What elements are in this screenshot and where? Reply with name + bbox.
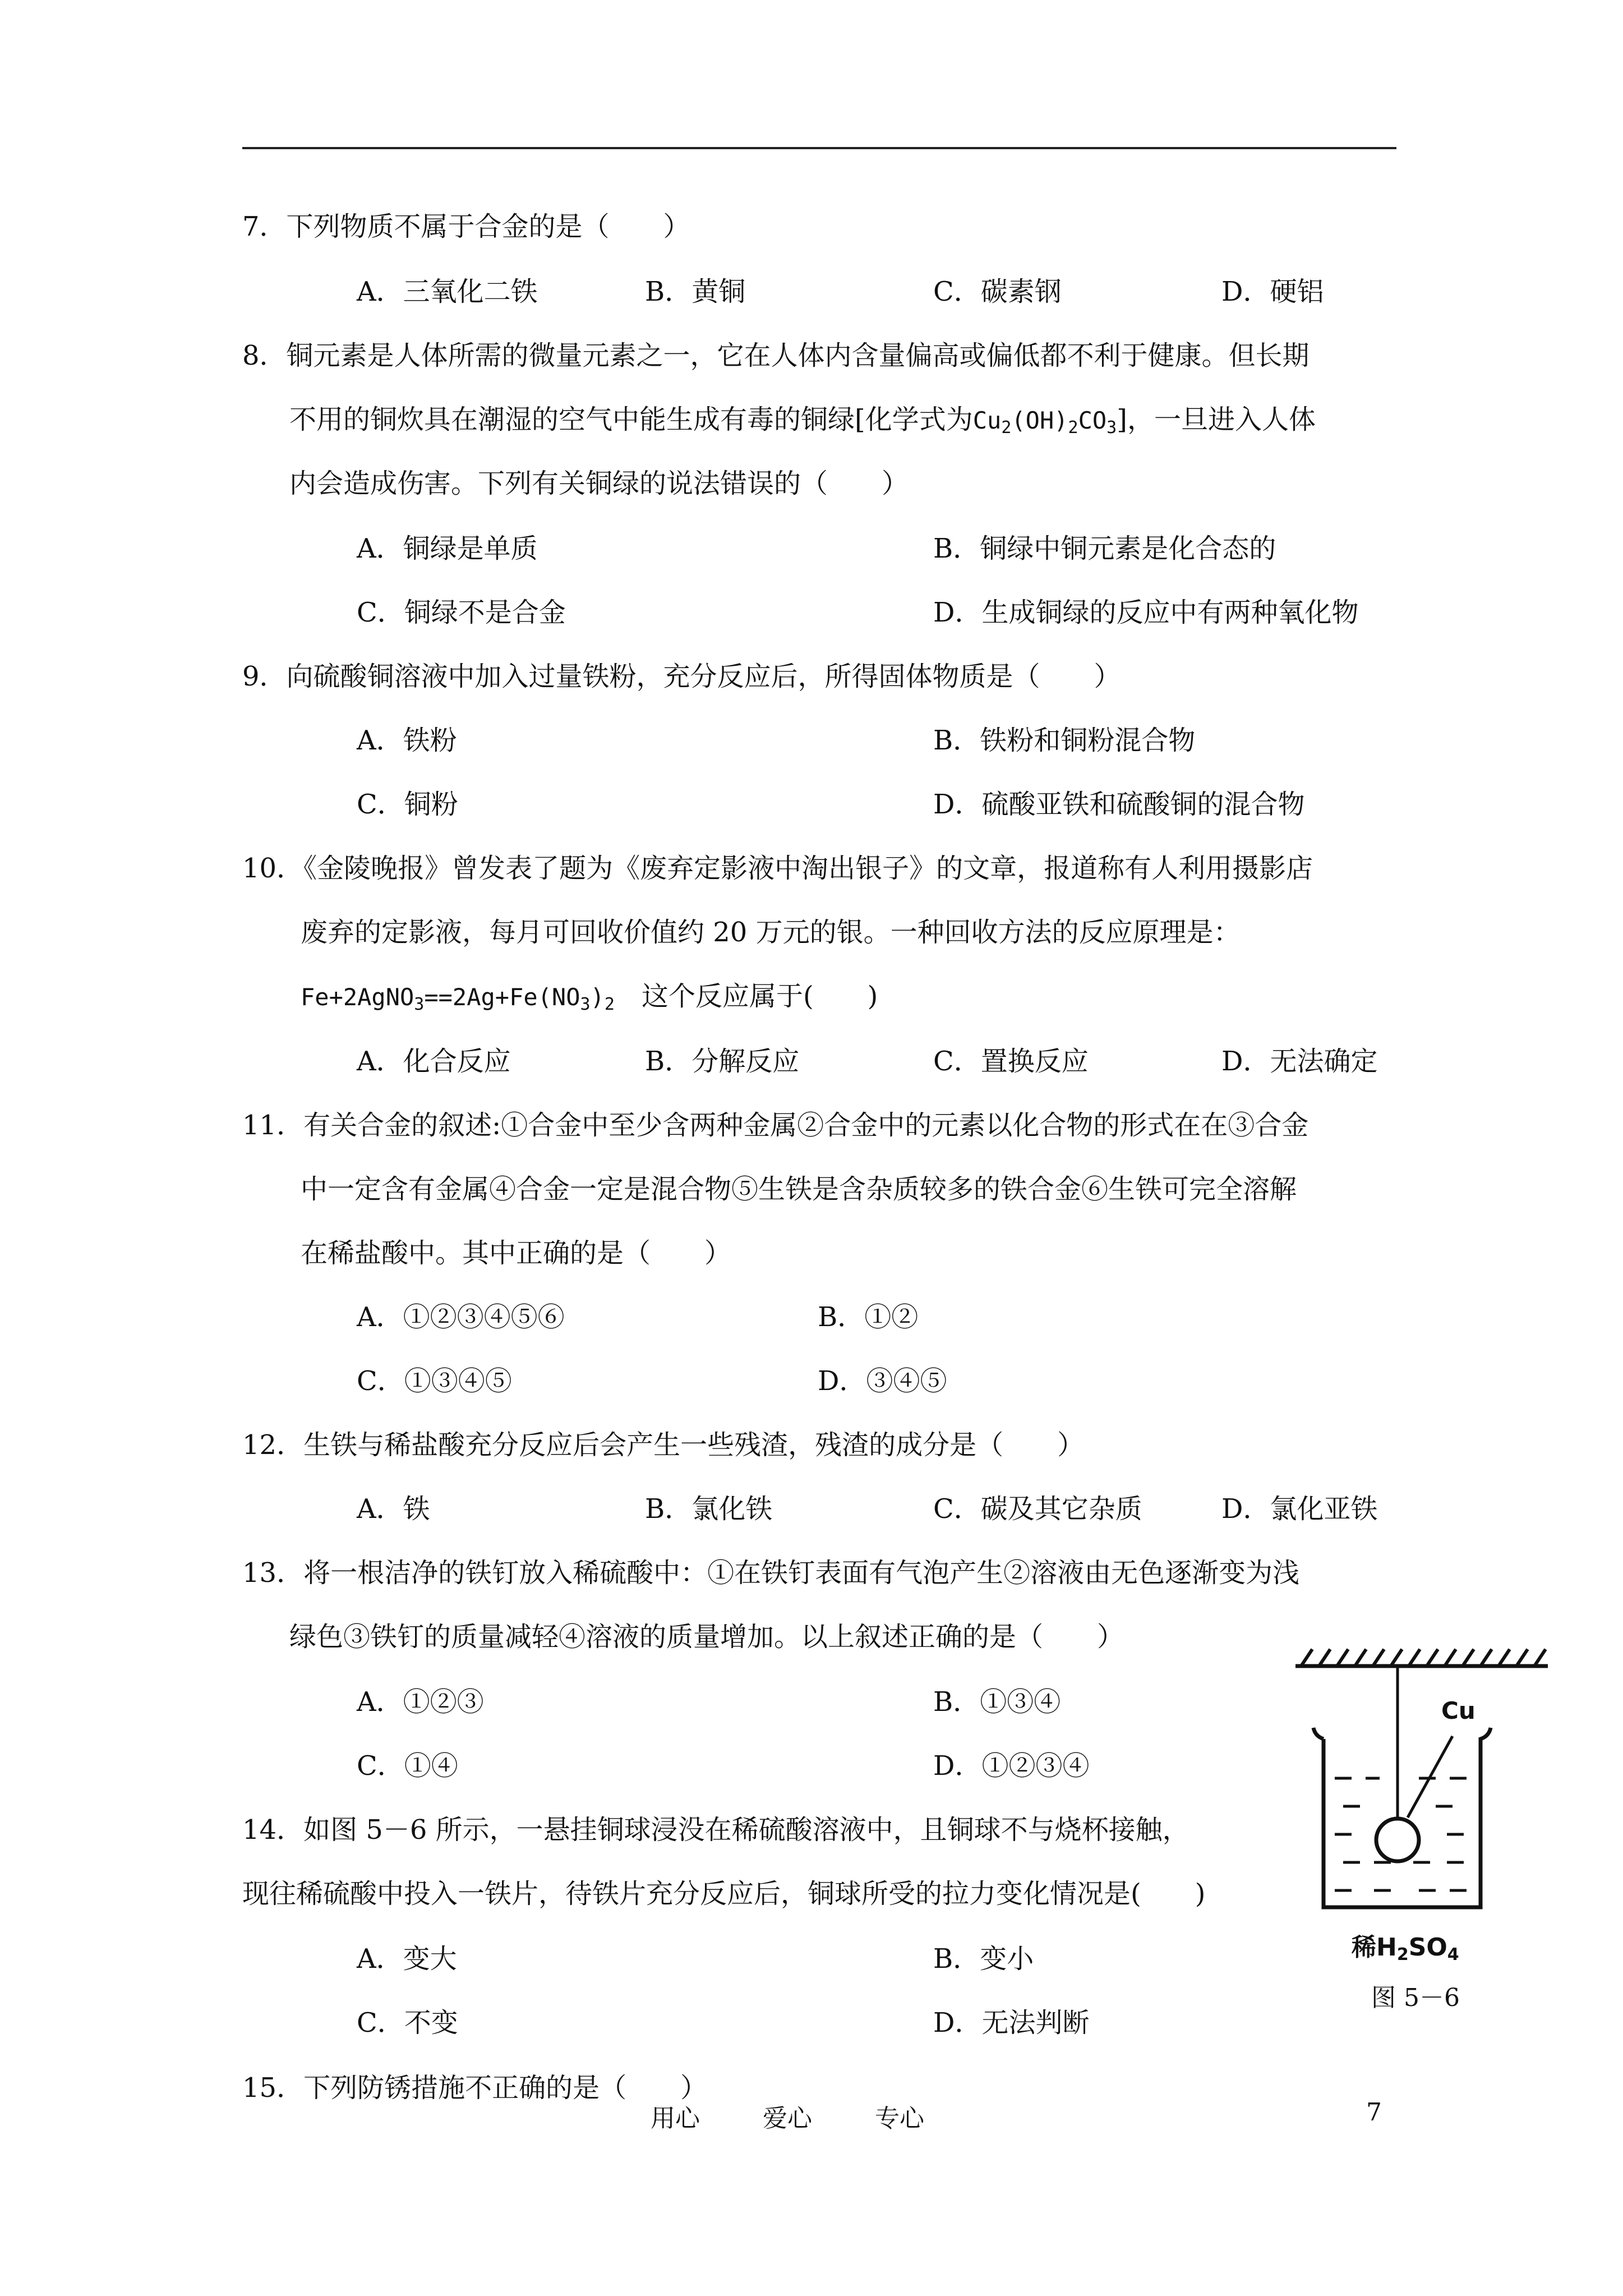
- question-12-stem: 12．生铁与稀盐酸充分反应后会产生一些残渣，残渣的成分是（ ）: [242, 1429, 1085, 1461]
- footer-middle-text: 爱心: [763, 2104, 812, 2133]
- question-13-line-1: 13．将一根洁净的铁钉放入稀硫酸中：①在铁钉表面有气泡产生②溶液由无色逐渐变为浅: [242, 1557, 1300, 1589]
- silver-recovery-equation: [301, 983, 615, 1014]
- header-rule: [242, 147, 1396, 149]
- q8-option-c: C．铜绿不是合金: [357, 597, 566, 628]
- equation-part: ): [590, 983, 605, 1011]
- equation-part: Fe+2AgNO: [301, 983, 414, 1011]
- question-15-stem: 15．下列防锈措施不正确的是（ ）: [242, 2072, 708, 2104]
- question-10-equation-line: [301, 978, 878, 1015]
- q14-option-b: B．变小: [933, 1943, 1034, 1975]
- q7-option-a: A．三氧化二铁: [357, 276, 538, 307]
- question-7-stem: 7．下列物质不属于合金的是（ ）: [242, 211, 690, 242]
- q10-equation-tail: 这个反应属于( ): [614, 981, 878, 1012]
- question-8-line-2: [289, 402, 1316, 439]
- question-14-line-1: 14．如图 5－6 所示，一悬挂铜球浸没在稀硫酸溶液中，且铜球不与烧杯接触，: [242, 1814, 1189, 1846]
- acid-subscript: 4: [1447, 1945, 1459, 1964]
- acid-subscript: 2: [1396, 1945, 1409, 1964]
- q8-option-b: B．铜绿中铜元素是化合态的: [933, 533, 1276, 564]
- figure-5-6: [1290, 1593, 1559, 2042]
- q11-option-a: A．①②③④⑤⑥: [357, 1301, 565, 1333]
- acid-formula-part: SO: [1408, 1933, 1447, 1962]
- question-11-line-2: 中一定含有金属④合金一定是混合物⑤生铁是含杂质较多的铁合金⑥生铁可完全溶解: [301, 1174, 1297, 1205]
- q11-option-c: C．①③④⑤: [357, 1365, 512, 1397]
- q12-option-b: B．氯化铁: [645, 1493, 773, 1525]
- q7-option-d: D．硬铝: [1221, 276, 1324, 307]
- equation-subscript: 3: [414, 995, 425, 1014]
- q14-option-a: A．变大: [357, 1943, 457, 1975]
- question-8-line-3: 内会造成伤害。下列有关铜绿的说法错误的（ ）: [289, 468, 909, 499]
- q9-option-d: D．硫酸亚铁和硫酸铜的混合物: [933, 789, 1305, 820]
- q7-option-c: C．碳素钢: [933, 276, 1062, 307]
- q8-option-a: A．铜绿是单质: [357, 533, 538, 564]
- q10-option-b: B．分解反应: [645, 1046, 800, 1077]
- page-number: 7: [1366, 2098, 1382, 2127]
- copper-carbonate-formula: [972, 407, 1117, 438]
- question-9-stem: 9．向硫酸铜溶液中加入过量铁粉，充分反应后，所得固体物质是（ ）: [242, 661, 1121, 692]
- question-11-line-1: 11．有关合金的叙述:①合金中至少含两种金属②合金中的元素以化合物的形式在在③合金: [242, 1110, 1309, 1141]
- q12-option-d: D．氯化亚铁: [1221, 1493, 1378, 1525]
- q8-line-2-tail: ]，一旦进入人体: [1117, 404, 1316, 435]
- q9-option-b: B．铁粉和铜粉混合物: [933, 725, 1196, 756]
- copper-label: Cu: [1441, 1697, 1476, 1724]
- q13-option-a: A．①②③: [357, 1686, 484, 1718]
- formula-part: Cu: [972, 407, 1002, 434]
- equation-part: ==2Ag+Fe(NO: [424, 983, 580, 1011]
- question-10-line-1: 10．《金陵晚报》曾发表了题为《废弃定影液中淘出银子》的文章，报道称有人利用摄影店: [242, 853, 1313, 884]
- footer-left-text: 用心: [651, 2104, 700, 2133]
- figure-caption: 图 5－6: [1371, 1984, 1460, 2012]
- acid-formula-part: H: [1376, 1933, 1397, 1962]
- question-11-line-3: 在稀盐酸中。其中正确的是（ ）: [301, 1237, 732, 1269]
- q9-option-a: A．铁粉: [357, 725, 457, 756]
- q10-option-d: D．无法确定: [1221, 1046, 1378, 1077]
- acid-prefix: 稀: [1352, 1933, 1376, 1962]
- q13-option-b: B．①③④: [933, 1686, 1061, 1718]
- formula-subscript: 2: [1001, 418, 1012, 438]
- question-10-line-2: 废弃的定影液，每月可回收价值约 20 万元的银。一种回收方法的反应原理是：: [301, 917, 1241, 948]
- formula-part: CO: [1078, 407, 1107, 434]
- q13-option-c: C．①④: [357, 1750, 458, 1782]
- question-14-line-2: 现往稀硫酸中投入一铁片，待铁片充分反应后，铜球所受的拉力变化情况是( ): [242, 1878, 1206, 1910]
- q8-line-2-text: 不用的铜炊具在潮湿的空气中能生成有毒的铜绿[化学式为: [289, 404, 973, 435]
- q14-option-c: C．不变: [357, 2007, 458, 2039]
- formula-subscript: 2: [1068, 418, 1078, 438]
- q10-option-a: A．化合反应: [357, 1046, 511, 1077]
- q11-option-b: B．①②: [818, 1301, 919, 1333]
- q8-option-d: D．生成铜绿的反应中有两种氧化物: [933, 597, 1359, 628]
- equation-subscript: 2: [604, 995, 615, 1014]
- question-13-line-2: 绿色③铁钉的质量减轻④溶液的质量增加。以上叙述正确的是（ ）: [289, 1621, 1124, 1653]
- q12-option-a: A．铁: [357, 1493, 430, 1525]
- q12-option-c: C．碳及其它杂质: [933, 1493, 1142, 1525]
- formula-part: (OH): [1011, 407, 1068, 434]
- q7-option-b: B．黄铜: [645, 276, 746, 307]
- formula-subscript: 3: [1106, 418, 1117, 438]
- equation-subscript: 3: [580, 995, 591, 1014]
- q14-option-d: D．无法判断: [933, 2007, 1090, 2039]
- q11-option-d: D．③④⑤: [818, 1365, 947, 1397]
- footer-right-text: 专心: [875, 2104, 924, 2133]
- question-8-line-1: 8．铜元素是人体所需的微量元素之一，它在人体内含量偏高或偏低都不利于健康。但长期: [242, 340, 1310, 371]
- q13-option-d: D．①②③④: [933, 1750, 1090, 1782]
- dilute-sulfuric-acid-label: [1352, 1927, 1459, 1963]
- q10-option-c: C．置换反应: [933, 1046, 1089, 1077]
- q9-option-c: C．铜粉: [357, 789, 458, 820]
